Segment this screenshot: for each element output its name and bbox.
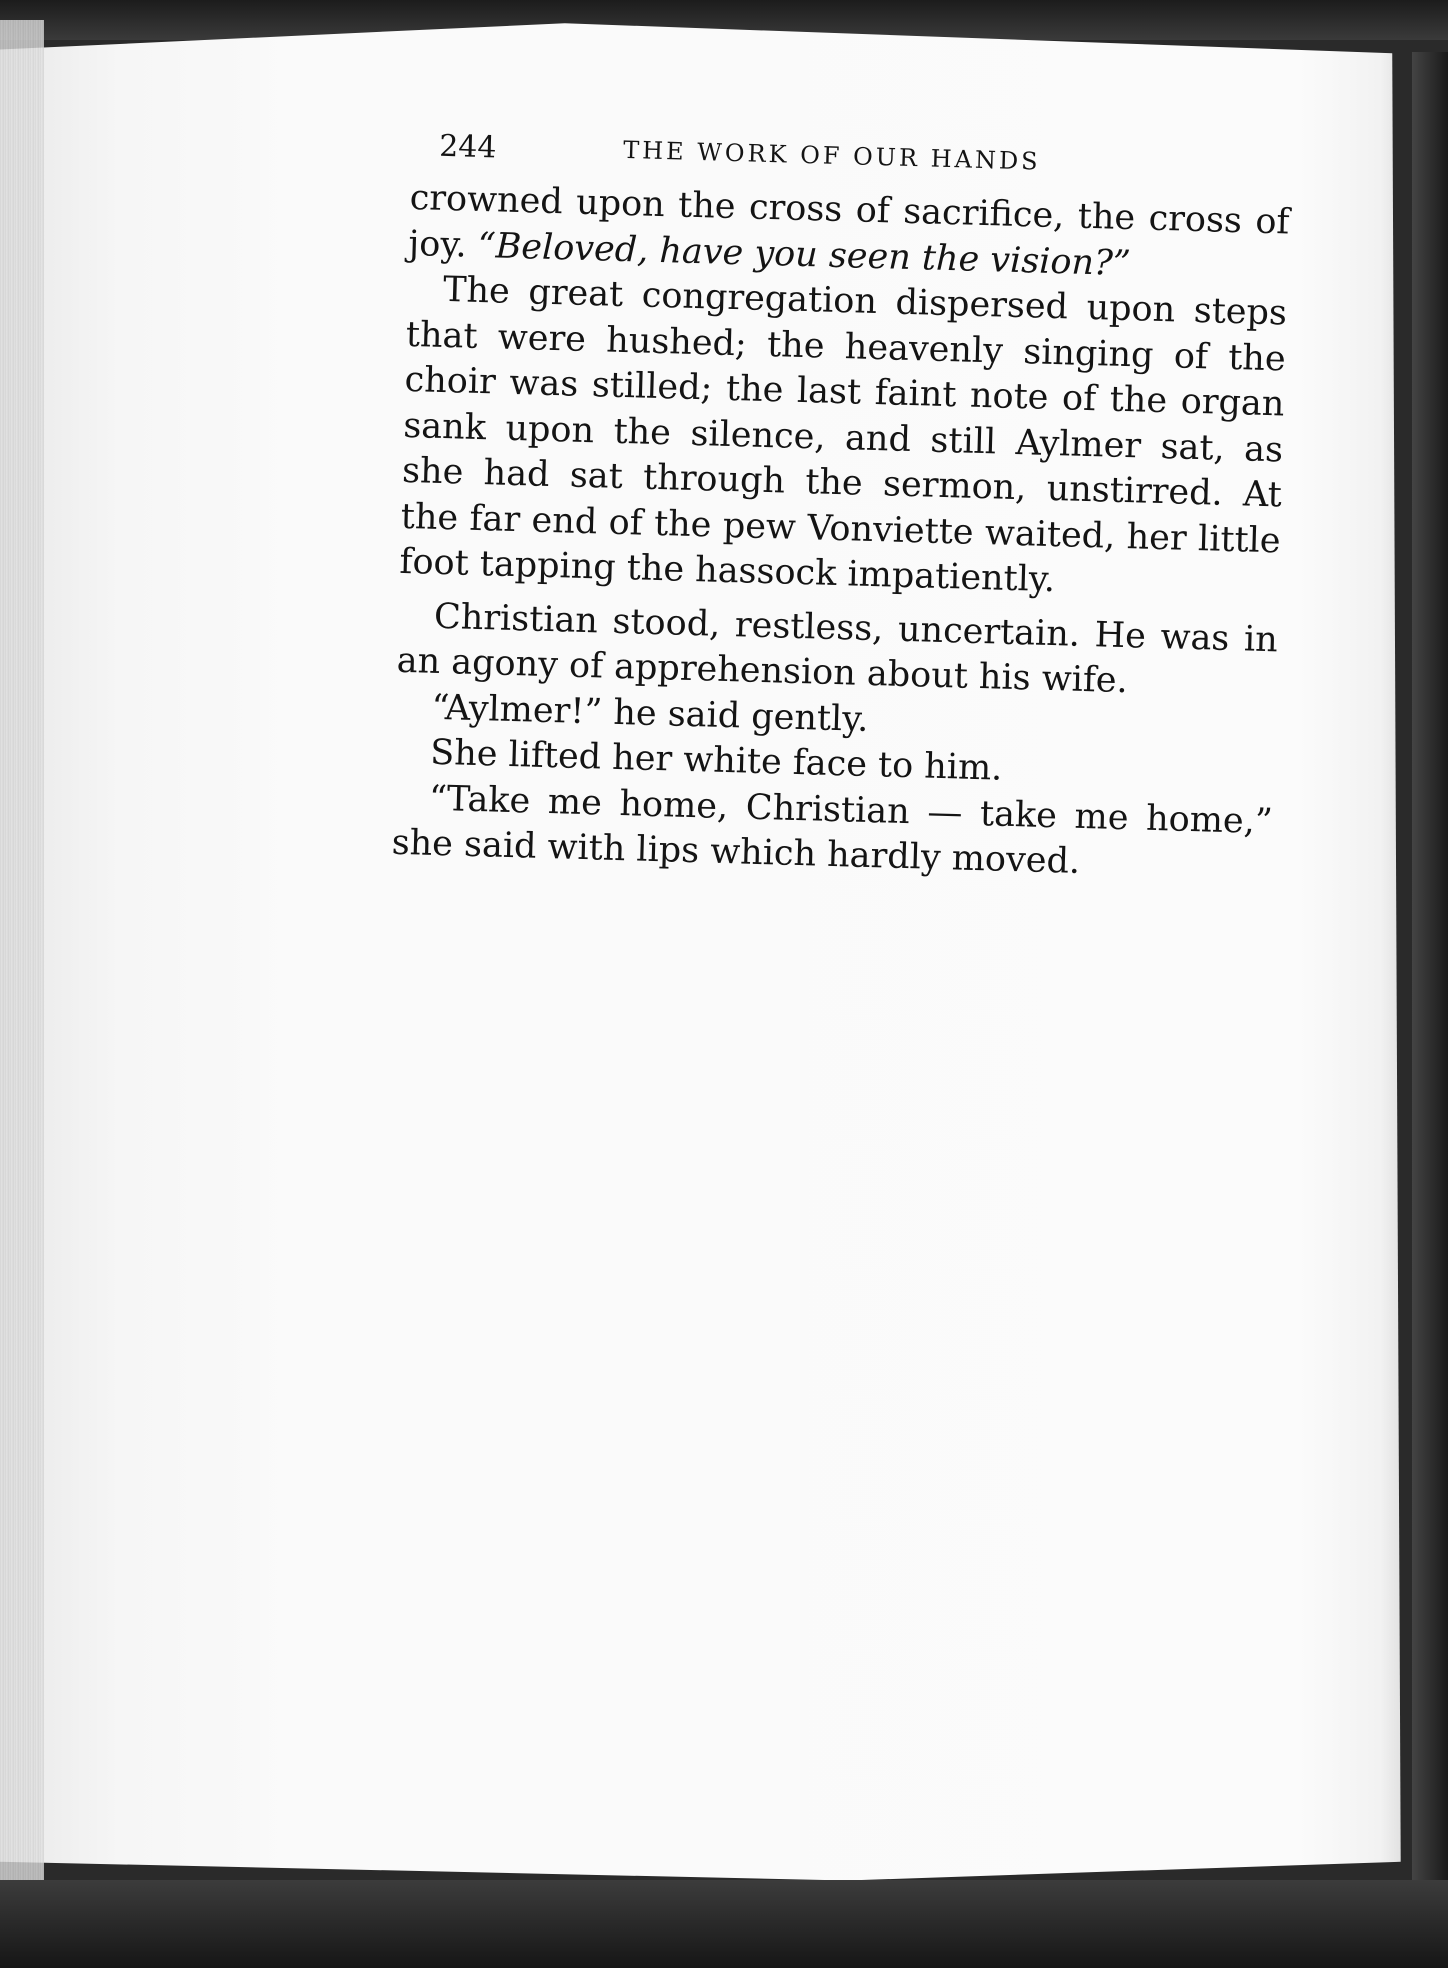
paragraph-5: She lifted her white face to him. <box>429 732 1003 789</box>
page-text-block <box>391 118 1332 892</box>
scan-right-border <box>1412 52 1448 1888</box>
paragraph-4: “Aylmer!” he said gently. <box>430 687 869 740</box>
paragraph-1-text: crowned upon the cross of sacrifice, the cross of joy. <box>407 177 1290 266</box>
paragraph-6: “Take me home, Christian — take me home,” she said with lips which hardly moved. <box>391 778 1274 882</box>
running-head: THE WORK OF OUR HANDS <box>622 135 1041 176</box>
paragraph-2: The great congregation dispersed upon steps that were hushed; the heavenly singing of the choir was stilled; the last faint note of the organ sank upon the silence, and still Aylmer sat, as she had sat through the sermon, unstirred. At the far end of the pew Vonviette waited, her little foot tapping the hassock impatiently. <box>399 269 1288 601</box>
paragraph-1-italic-quote: “Beloved, have you seen the vision?” <box>477 225 1132 284</box>
paragraph-3: Christian stood, restless, uncertain. He was in an agony of apprehension about his wife. <box>396 596 1279 702</box>
scan-bottom-border <box>0 1880 1448 1968</box>
page-number: 244 <box>438 128 497 166</box>
page-edges <box>0 20 44 1880</box>
